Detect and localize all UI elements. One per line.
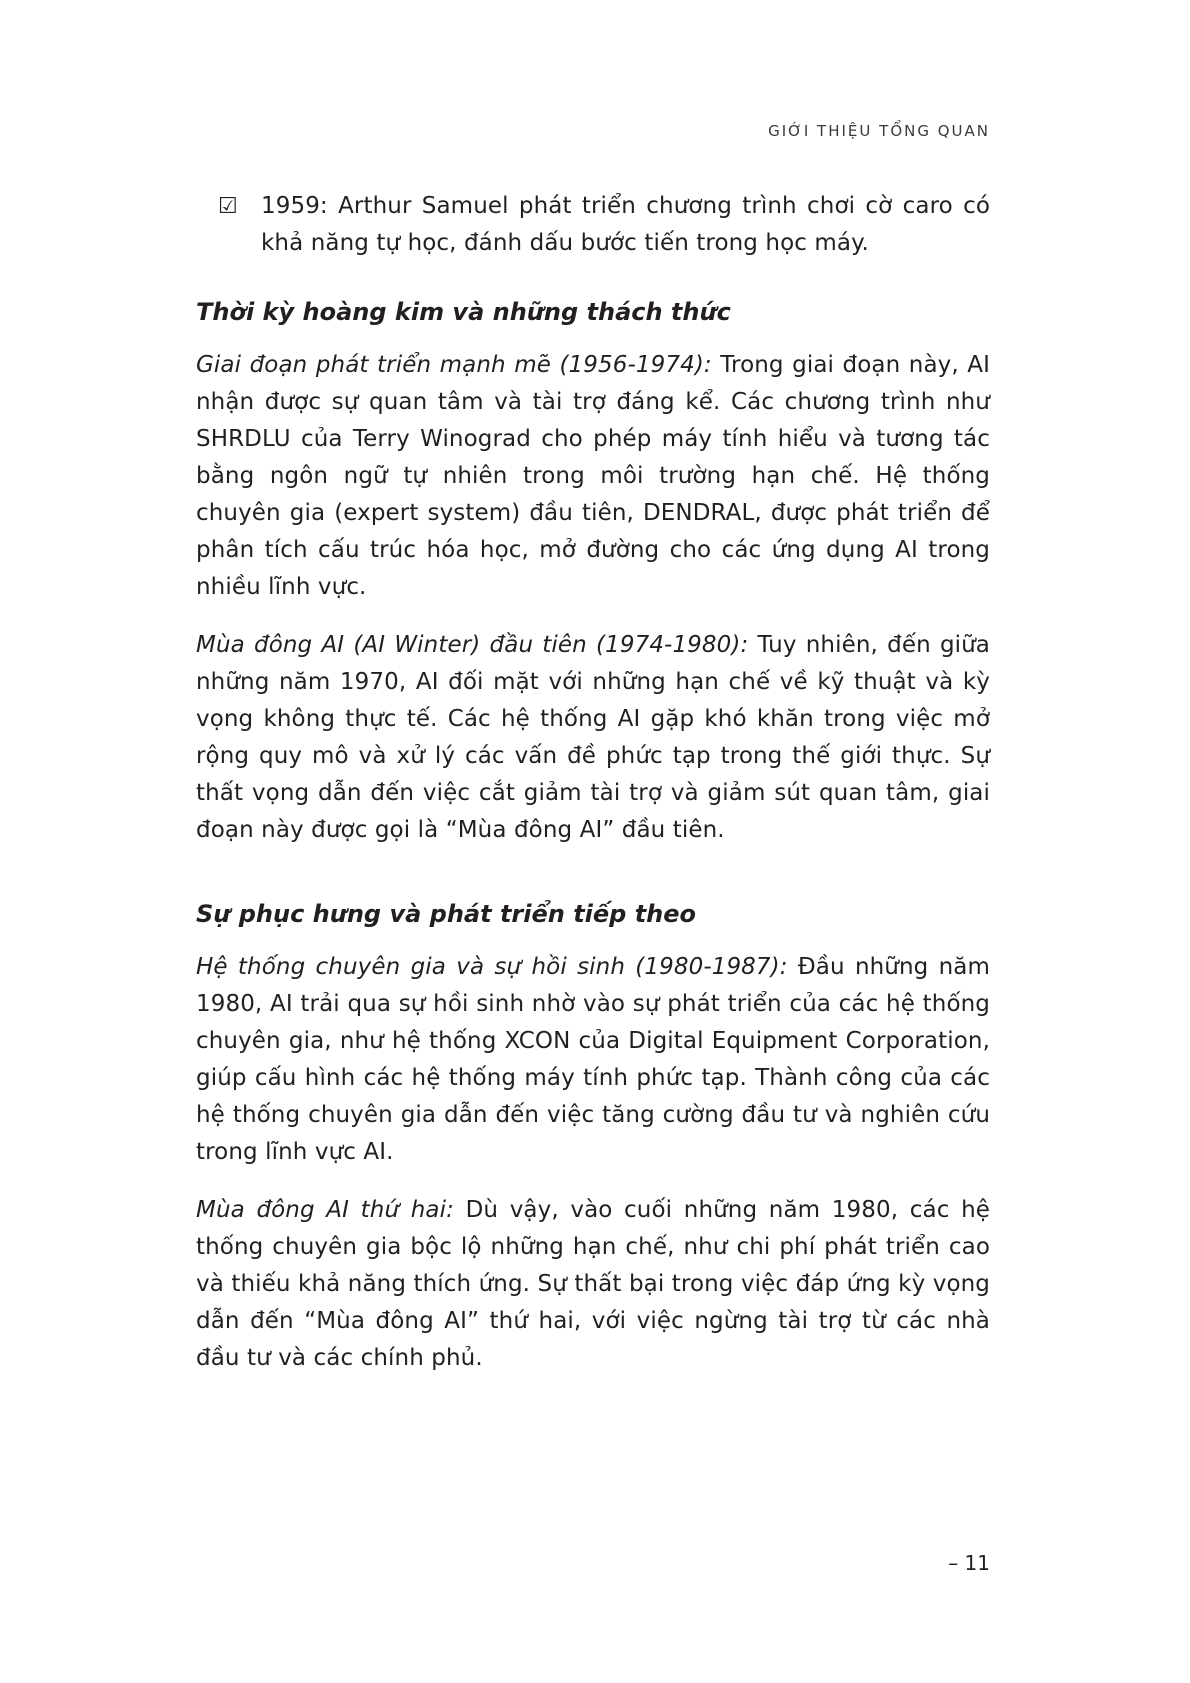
checklist-item (196, 188, 990, 262)
paragraph-lead: Mùa đông AI thứ hai: (196, 1197, 454, 1223)
paragraph-lead: Giai đoạn phát triển mạnh mẽ (1956-1974): (196, 352, 712, 378)
paragraph-body: Đầu những năm 1980, AI trải qua sự hồi sinh nhờ vào sự phát triển của các hệ thống chuyên gia, như hệ thống XCON của Digital Equipment Corporation, giúp cấu hình các hệ thống máy tính phức tạp. Thành công của các hệ thống chuyên gia dẫn đến việc tăng cường đầu tư và nghiên cứu trong lĩnh vực AI. (196, 954, 991, 1165)
paragraph-boom-period (196, 347, 990, 606)
paragraph-body: Tuy nhiên, đến giữa những năm 1970, AI đối mặt với những hạn chế về kỹ thuật và kỳ vọng không thực tế. Các hệ thống AI gặp khó khăn trong việc mở rộng quy mô và xử lý các vấn đề phức tạp trong thế giới thực. Sự thất vọng dẫn đến việc cắt giảm tài trợ và giảm sút quan tâm, giai đoạn này được gọi là “Mùa đông AI” đầu tiên. (196, 632, 991, 843)
checklist-item-text: 1959: Arthur Samuel phát triển chương trình chơi cờ caro có khả năng tự học, đánh dấu bước tiến trong học máy. (261, 193, 990, 256)
page-number: – 11 (948, 1551, 990, 1575)
paragraph-lead: Mùa đông AI (AI Winter) đầu tiên (1974-1980): (196, 632, 749, 658)
paragraph-body: Trong giai đoạn này, AI nhận được sự quan tâm và tài trợ đáng kể. Các chương trình như SHRDLU của Terry Winograd cho phép máy tính hiểu và tương tác bằng ngôn ngữ tự nhiên trong môi trường hạn chế. Hệ thống chuyên gia (expert system) đầu tiên, DENDRAL, được phát triển để phân tích cấu trúc hóa học, mở đường cho các ứng dụng AI trong nhiều lĩnh vực. (196, 352, 990, 600)
paragraph-lead: Hệ thống chuyên gia và sự hồi sinh (1980-1987): (196, 954, 788, 980)
running-head: GIỚI THIỆU TỔNG QUAN (768, 122, 990, 140)
paragraph-first-ai-winter (196, 627, 990, 849)
paragraph-second-ai-winter (196, 1192, 990, 1377)
page-body (196, 188, 990, 1377)
paragraph-body: Dù vậy, vào cuối những năm 1980, các hệ thống chuyên gia bộc lộ những hạn chế, như chi phí phát triển cao và thiếu khả năng thích ứng. Sự thất bại trong việc đáp ứng kỳ vọng dẫn đến “Mùa đông AI” thứ hai, với việc ngừng tài trợ từ các nhà đầu tư và các chính phủ. (196, 1197, 991, 1371)
section-heading-golden-age: Thời kỳ hoàng kim và những thách thức (196, 298, 731, 326)
ballot-box-check-icon: ☑ (218, 194, 238, 219)
section-heading-revival: Sự phục hưng và phát triển tiếp theo (196, 900, 697, 928)
paragraph-expert-systems (196, 949, 990, 1171)
